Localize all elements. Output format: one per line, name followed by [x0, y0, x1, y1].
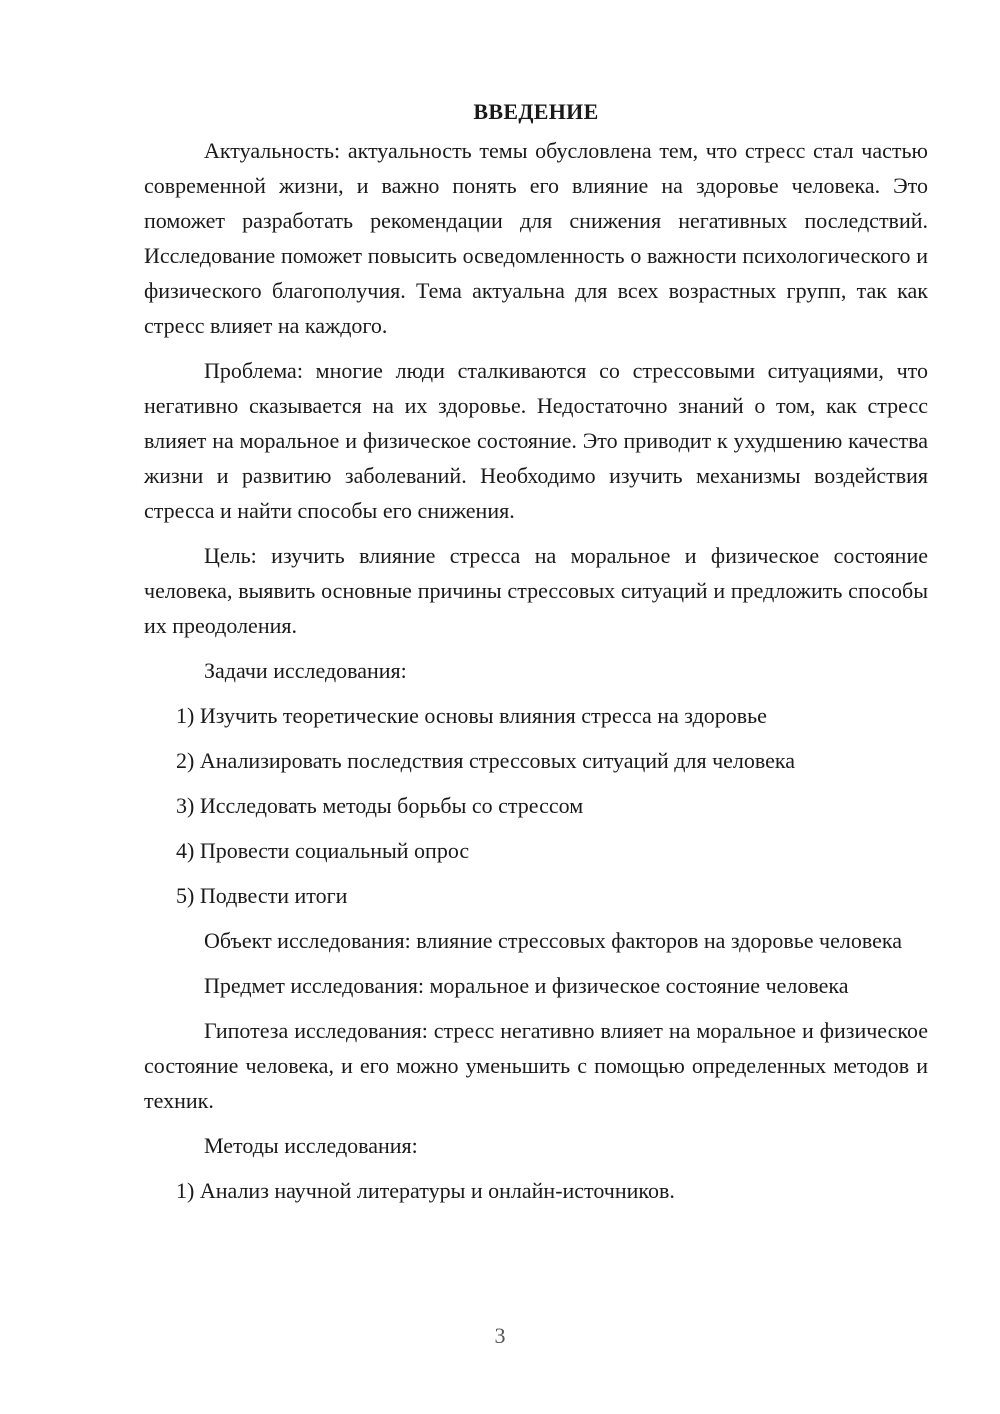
task-item: 3) Исследовать методы борьбы со стрессом [176, 793, 584, 818]
task-item: 4) Провести социальный опрос [176, 838, 470, 863]
task-item: 2) Анализировать последствия стрессовых ситуаций для человека [176, 748, 796, 773]
task-item: 1) Изучить теоретические основы влияния стресса на здоровье [176, 703, 767, 728]
problem-paragraph: Проблема: многие люди сталкиваются со стрессовыми ситуациями, что негативно сказывается на их здоровье. Недостаточно знаний о том, как стресс влияет на моральное и физическое состояние. Это приводит к ухудшению качества жизни и развитию заболеваний. Необходимо изучить механизмы воздействия стресса и найти способы его снижения. [144, 358, 928, 523]
hypothesis-paragraph: Гипотеза исследования: стресс негативно влияет на моральное и физическое состояние человека, и его можно уменьшить с помощью определенных методов и техник. [144, 1018, 928, 1113]
relevance-paragraph: Актуальность: актуальность темы обусловлена тем, что стресс стал частью современной жизни, и важно понять его влияние на здоровье человека. Это поможет разработать рекомендации для снижения негативных последствий. Исследование поможет повысить осведомленность о важности психологического и физического благополучия. Тема актуальна для всех возрастных групп, так как стресс влияет на каждого. [144, 138, 928, 338]
goal-paragraph: Цель: изучить влияние стресса на моральное и физическое состояние человека, выявить основные причины стрессовых ситуаций и предложить способы их преодоления. [144, 543, 928, 638]
object-paragraph: Объект исследования: влияние стрессовых факторов на здоровье человека [204, 928, 903, 953]
method-item: 1) Анализ научной литературы и онлайн-источников. [176, 1178, 675, 1203]
methods-heading: Методы исследования: [204, 1133, 418, 1158]
task-item: 5) Подвести итоги [176, 883, 348, 908]
document-page [144, 94, 928, 1218]
page-number: 3 [494, 1323, 506, 1348]
tasks-heading: Задачи исследования: [204, 658, 407, 683]
section-title: ВВЕДЕНИЕ [473, 99, 599, 124]
subject-paragraph: Предмет исследования: моральное и физическое состояние человека [204, 973, 849, 998]
